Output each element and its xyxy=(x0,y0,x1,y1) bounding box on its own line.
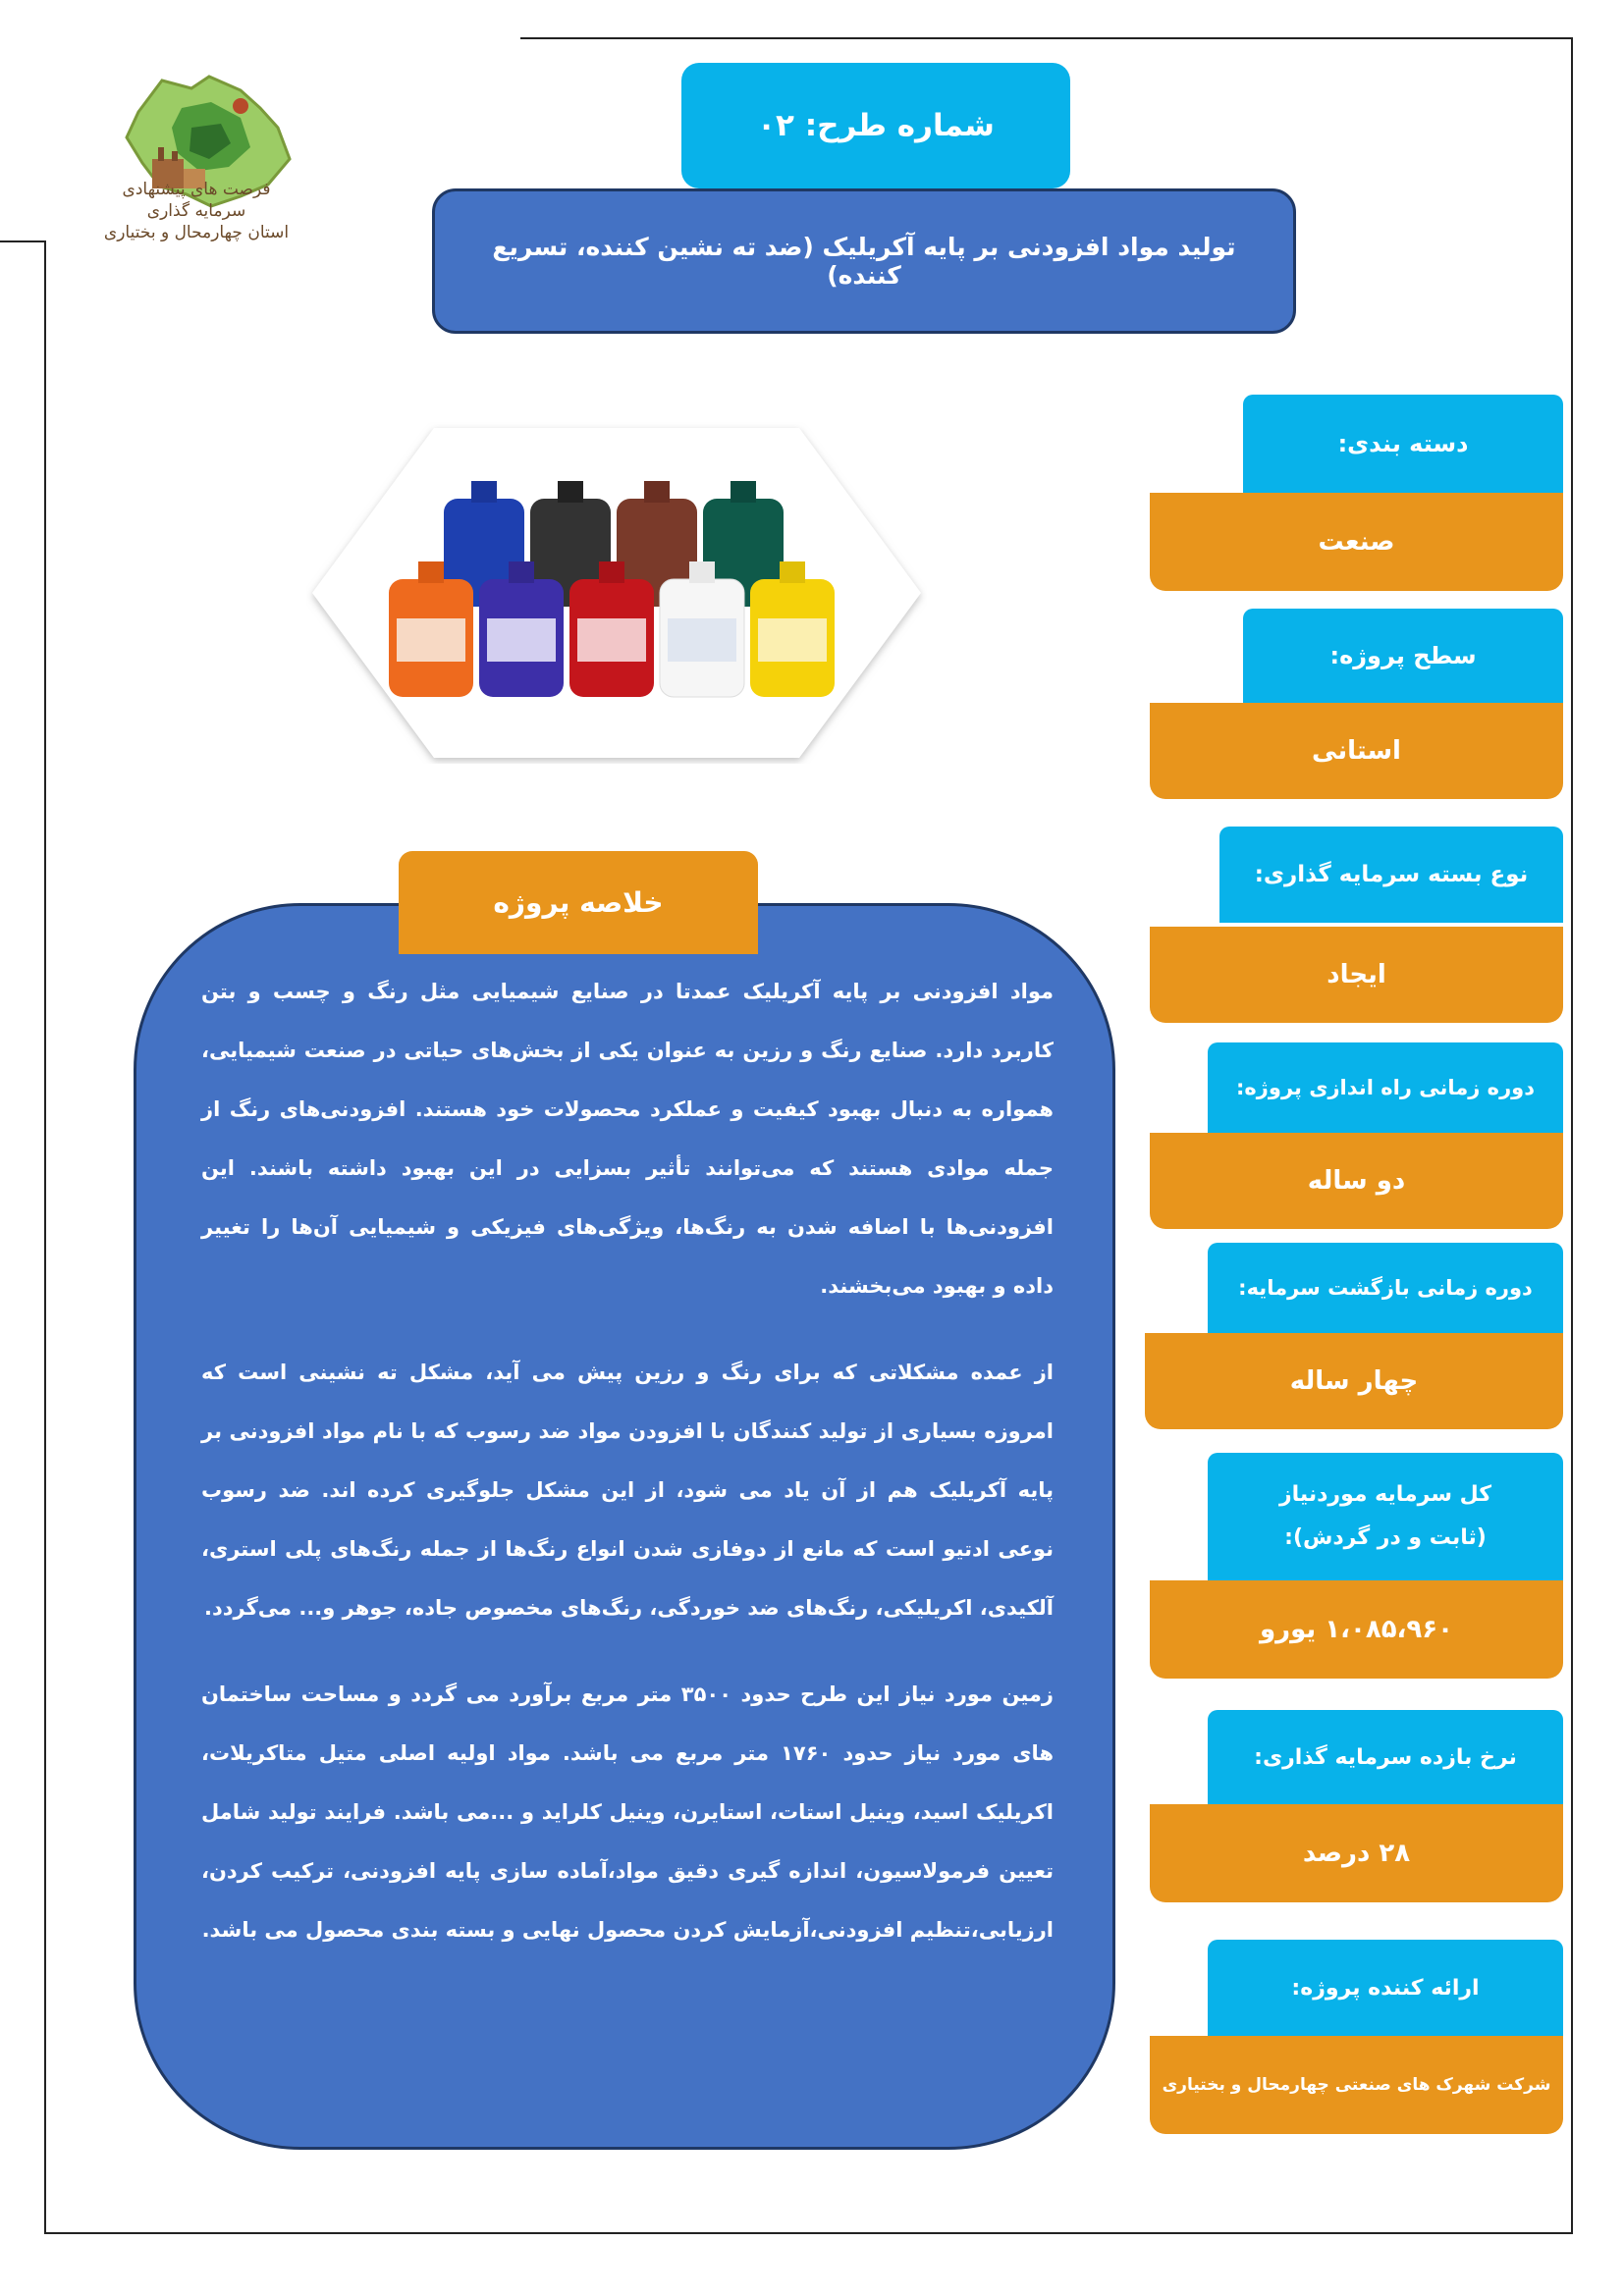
detail-value-provider: شرکت شهرک های صنعتی چهارمحال و بختیاری xyxy=(1150,2036,1563,2134)
plan-number-badge: شماره طرح: ۰۲ xyxy=(681,63,1070,188)
detail-value-setup-period: دو ساله xyxy=(1150,1133,1563,1229)
summary-paragraph: زمین مورد نیاز این طرح حدود ۳۵۰۰ متر مربع برآورد می گردد و مساحت ساختمان های مورد نیاز حدود ۱۷۶۰ متر مربع می باشد. مواد اولیه اصلی متیل متاکریلات، اکریلیک اسید، وینیل استات، استایرن، وینیل کلراید و ...می باشد. فرایند تولید شامل تعیین فرمولاسیون، اندازه گیری دقیق مواد،آماده سازی پایه افزودنی، ترکیب کردن، ارزیابی،تنظیم افزودنی،آزمایش کردن محصول نهایی و بسته بندی محصول می باشد. xyxy=(201,1682,1055,1942)
total-capital-label-line1: کل سرمایه موردنیاز xyxy=(1278,1482,1492,1507)
detail-value-total-capital: ۱،۰۸۵،۹۶۰ یورو xyxy=(1150,1580,1563,1679)
summary-body xyxy=(201,962,1054,1987)
detail-label-return-rate: نرخ بازده سرمایه گذاری: xyxy=(1208,1710,1563,1804)
bottle-white xyxy=(660,561,744,697)
bottle-yellow xyxy=(750,561,835,697)
total-capital-label-line2: (ثابت و در گردش): xyxy=(1284,1525,1487,1550)
logo-caption xyxy=(79,179,314,243)
logo-line: استان چهارمحال و بختیاری xyxy=(103,223,290,242)
summary-paragraph: از عمده مشکلاتی که برای رنگ و رزین پیش می آید، مشکل ته نشینی است که امروزه بسیاری از تولید کنندگان با افزودن مواد ضد رسوب که با نام مواد افزودنی بر پایه آکریلیک هم از آن یاد می شود، از این مشکل جلوگیری کرده اند. ضد رسوب نوعی ادتیو است که مانع از دوفازی شدن انواع رنگ‌ها از جمله رنگ‌های پلی استری، آلکیدی، اکریلیکی، رنگ‌های ضد خوردگی، رنگ‌های مخصوص جاده، جوهر و... می‌گردد. xyxy=(201,1361,1054,1620)
bottle-orange xyxy=(389,561,473,697)
frame-top-line xyxy=(520,37,1573,39)
frame-right-line xyxy=(1571,37,1573,2234)
detail-value-return-rate: ۲۸ درصد xyxy=(1150,1804,1563,1902)
detail-label-total-capital xyxy=(1208,1453,1563,1580)
detail-value-investment-type: ایجاد xyxy=(1150,927,1563,1023)
acrylic-paint-bottles-image xyxy=(306,422,927,764)
detail-label-provider: ارائه کننده پروژه: xyxy=(1208,1940,1563,2036)
detail-label-investment-type: نوع بسته سرمایه گذاری: xyxy=(1219,827,1563,923)
frame-bottom-line xyxy=(44,2232,1573,2234)
logo-line: سرمایه گذاری xyxy=(146,201,246,221)
detail-label-setup-period: دوره زمانی راه اندازی پروژه: xyxy=(1208,1042,1563,1133)
frame-left-stub xyxy=(0,240,46,242)
logo-line: فرصت های پیشنهادی xyxy=(122,180,271,199)
detail-label-project-level: سطح پروژه: xyxy=(1243,609,1563,703)
project-title: تولید مواد افزودنی بر پایه آکریلیک (ضد ته نشین کننده، تسریع کننده) xyxy=(432,188,1296,334)
frame-left-line xyxy=(44,240,46,2234)
detail-label-category: دسته بندی: xyxy=(1243,395,1563,493)
bottle-red xyxy=(569,561,654,697)
detail-value-payback-period: چهار ساله xyxy=(1145,1333,1563,1429)
detail-value-category: صنعت xyxy=(1150,493,1563,591)
detail-value-project-level: استانی xyxy=(1150,703,1563,799)
detail-label-payback-period: دوره زمانی بازگشت سرمایه: xyxy=(1208,1243,1563,1333)
summary-heading: خلاصه پروژه xyxy=(399,851,758,954)
summary-paragraph: مواد افزودنی بر پایه آکریلیک عمدتا در صنایع شیمیایی مثل رنگ و چسب و بتن کاربرد دارد. صنایع رنگ و رزین به عنوان یکی از بخش‌های حیاتی در صنعت شیمیایی، همواره به دنبال بهبود کیفیت و عملکرد محصولات خود هستند. افزودنی‌های رنگ از جمله موادی هستند که می‌توانند تأثیر بسزایی در این بهبود داشته باشند. این افزودنی‌ها با اضافه شدن به رنگ‌ها، ویژگی‌های فیزیکی و شیمیایی آن‌ها را تغییر داده و بهبود می‌بخشند. xyxy=(201,980,1054,1298)
bottle-purple xyxy=(479,561,564,697)
